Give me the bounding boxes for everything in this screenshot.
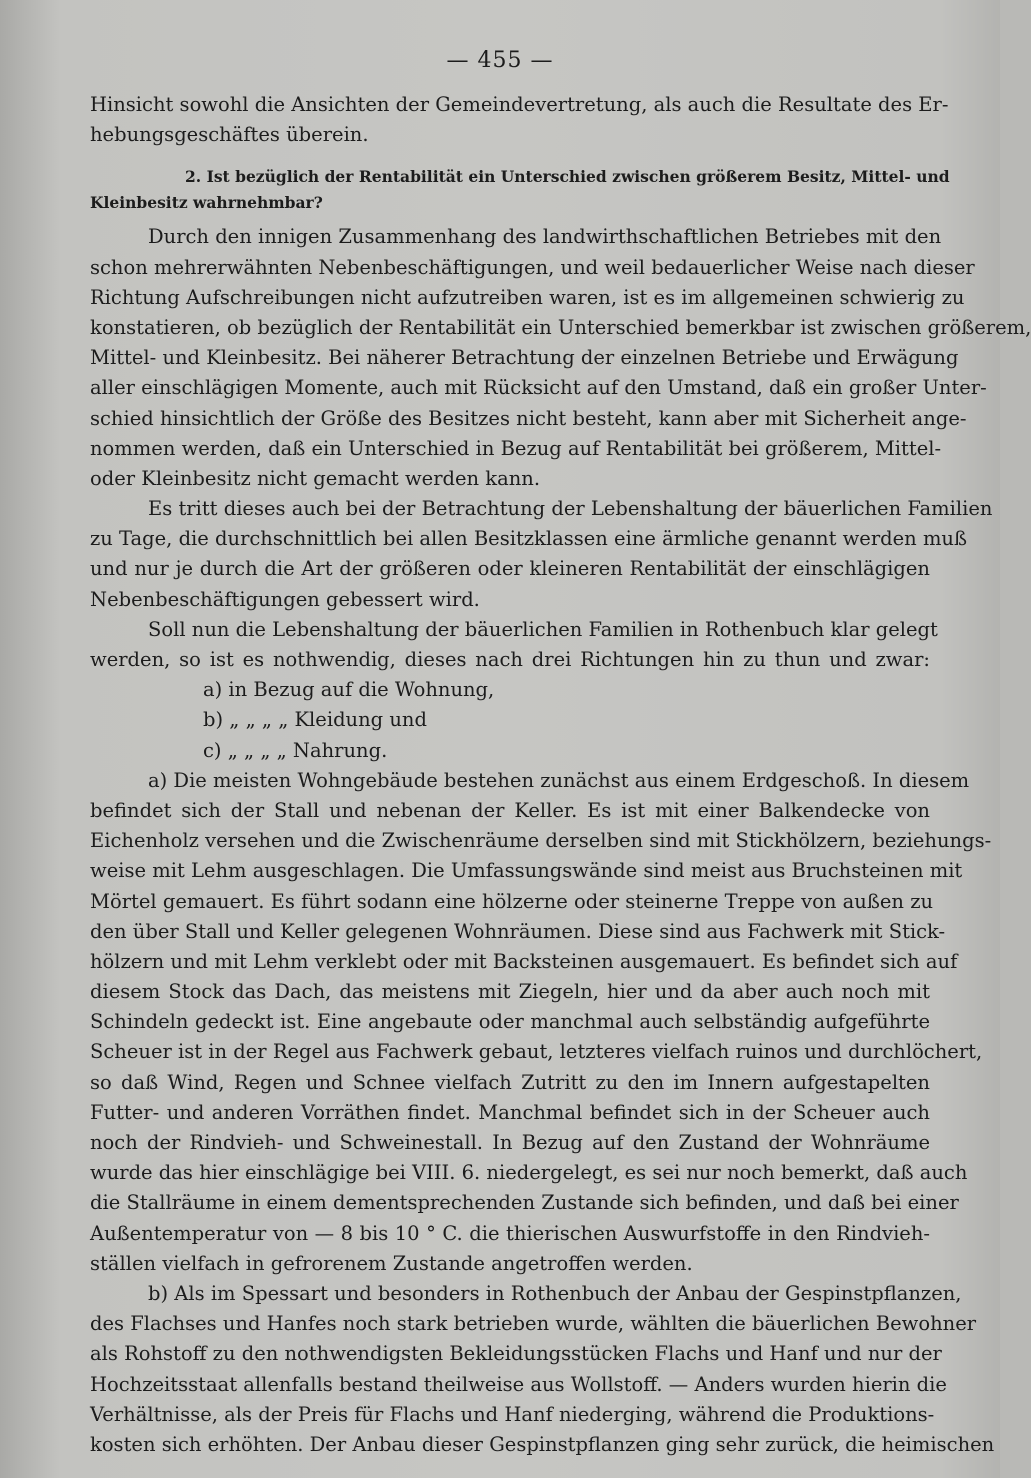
text-line: b) „ „ „ „ Kleidung und bbox=[203, 708, 427, 732]
text-line: zu Tage, die durchschnittlich bei allen Besitzklassen eine ärmliche genannt werden muß bbox=[90, 527, 968, 551]
text-line: als Rohstoff zu den nothwendigsten Bekleidungsstücken Flachs und Hanf und nur der bbox=[90, 1342, 942, 1366]
text-line: Richtung Aufschreibungen nicht aufzutreiben waren, ist es im allgemeinen schwierig zu bbox=[90, 285, 965, 309]
text-line: weise mit Lehm ausgeschlagen. Die Umfassungswände sind meist aus Bruchsteinen mit bbox=[90, 859, 963, 883]
text-line: und nur je durch die Art der größeren oder kleineren Rentabilität der einschlägigen bbox=[90, 557, 930, 581]
text-line: so daß Wind, Regen und Schnee vielfach Zutritt zu den im Innern aufgestapelten bbox=[90, 1070, 930, 1094]
text-line: Schindeln gedeckt ist. Eine angebaute oder manchmal auch selbständig aufgeführte bbox=[90, 1010, 930, 1034]
question-line: Kleinbesitz wahrnehmbar? bbox=[90, 193, 323, 213]
text-line: Hochzeitsstaat allenfalls bestand theilweise aus Wollstoff. — Anders wurden hierin die bbox=[90, 1372, 947, 1396]
text-line: Durch den innigen Zusammenhang des landwirthschaftlichen Betriebes mit den bbox=[148, 225, 942, 249]
text-line: die Stallräume in einem dementsprechenden Zustande sich befinden, und daß bei einer bbox=[90, 1191, 959, 1215]
body-text bbox=[90, 90, 1031, 1460]
text-line: c) „ „ „ „ Nahrung. bbox=[203, 738, 388, 762]
text-line: Soll nun die Lebenshaltung der bäuerlichen Familien in Rothenbuch klar gelegt bbox=[148, 617, 938, 641]
text-line: b) Als im Spessart und besonders in Rothenbuch der Anbau der Gespinstpflanzen, bbox=[148, 1281, 962, 1305]
text-line: Mörtel gemauert. Es führt sodann eine hölzerne oder steinerne Treppe von außen zu bbox=[90, 889, 934, 913]
text-line: befindet sich der Stall und nebenan der Keller. Es ist mit einer Balkendecke von bbox=[90, 798, 930, 822]
text-line: Verhältnisse, als der Preis für Flachs und Hanf niederging, während die Produktions- bbox=[90, 1402, 935, 1426]
text-line: hebungsgeschäftes überein. bbox=[90, 123, 369, 147]
text-line: schied hinsichtlich der Größe des Besitzes nicht besteht, kann aber mit Sicherheit ange- bbox=[90, 406, 967, 430]
text-line: Futter- und anderen Vorräthen findet. Manchmal befindet sich in der Scheuer auch bbox=[90, 1100, 930, 1124]
text-line: a) in Bezug auf die Wohnung, bbox=[203, 678, 495, 702]
text-line: schon mehrerwähnten Nebenbeschäftigungen, und weil bedauerlicher Weise nach dieser bbox=[90, 255, 975, 279]
text-line: den über Stall und Keller gelegenen Wohnräumen. Diese sind aus Fachwerk mit Stick- bbox=[90, 919, 946, 943]
text-line: hölzern und mit Lehm verklebt oder mit Backsteinen ausgemauert. Es befindet sich auf bbox=[90, 949, 958, 973]
text-line: Es tritt dieses auch bei der Betrachtung der Lebenshaltung der bäuerlichen Familien bbox=[148, 497, 993, 521]
page-number: — 455 — bbox=[446, 48, 554, 73]
text-line: noch der Rindvieh- und Schweinestall. In Bezug auf den Zustand der Wohnräume bbox=[90, 1131, 930, 1154]
text-line: wurde das hier einschlägige bei VIII. 6. niedergelegt, es sei nur noch bemerkt, daß auch bbox=[90, 1161, 968, 1185]
text-line: oder Kleinbesitz nicht gemacht werden kann. bbox=[90, 466, 541, 490]
text-line: kosten sich erhöhten. Der Anbau dieser Gespinstpflanzen ging sehr zurück, die heimischen bbox=[90, 1432, 995, 1456]
text-line: werden, so ist es nothwendig, dieses nach drei Richtungen hin zu thun und zwar: bbox=[90, 648, 930, 671]
question-line: 2. Ist bezüglich der Rentabilität ein Unterschied zwischen größerem Besitz, Mittel- und bbox=[185, 167, 950, 187]
text-line: Mittel- und Kleinbesitz. Bei näherer Betrachtung der einzelnen Betriebe und Erwägung bbox=[90, 346, 959, 370]
text-line: Außentemperatur von — 8 bis 10 ° C. die thierischen Auswurfstoffe in den Rindvieh- bbox=[90, 1221, 930, 1245]
text-line: des Flachses und Hanfes noch stark betrieben wurde, wählten die bäuerlichen Bewohner bbox=[90, 1312, 977, 1336]
text-line: diesem Stock das Dach, das meistens mit Ziegeln, hier und da aber auch noch mit bbox=[90, 980, 930, 1004]
text-line: Nebenbeschäftigungen gebessert wird. bbox=[90, 587, 480, 611]
text-line: aller einschlägigen Momente, auch mit Rücksicht auf den Umstand, daß ein großer Unter- bbox=[90, 376, 987, 400]
text-line: Scheuer ist in der Regel aus Fachwerk gebaut, letzteres vielfach ruinos und durchlöchert, bbox=[90, 1040, 983, 1064]
text-line: Eichenholz versehen und die Zwischenräume derselben sind mit Stickhölzern, beziehungs- bbox=[90, 829, 992, 853]
text-line: Hinsicht sowohl die Ansichten der Gemeindevertretung, als auch die Resultate des Er- bbox=[90, 93, 949, 116]
text-line: ställen vielfach in gefrorenem Zustande angetroffen werden. bbox=[90, 1251, 693, 1275]
text-line: nommen werden, daß ein Unterschied in Bezug auf Rentabilität bei größerem, Mittel- bbox=[90, 436, 942, 460]
text-line: konstatieren, ob bezüglich der Rentabilität ein Unterschied bemerkbar ist zwischen größerem, bbox=[90, 315, 1031, 339]
text-line: a) Die meisten Wohngebäude bestehen zunächst aus einem Erdgeschoß. In diesem bbox=[148, 768, 970, 792]
